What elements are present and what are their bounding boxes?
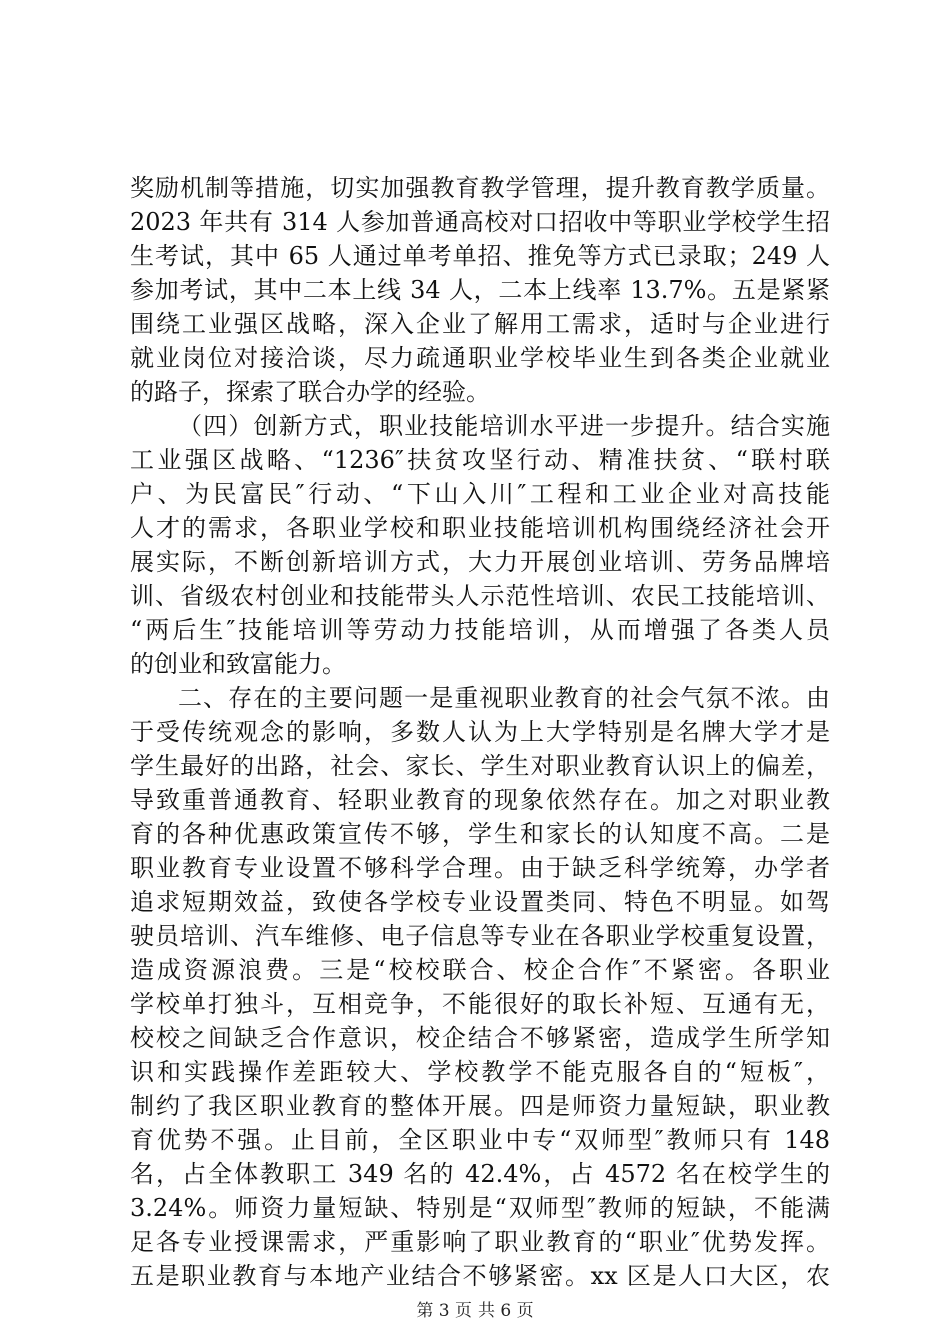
body-text-line: 于受传统观念的影响，多数人认为上大学特别是名牌大学才是 <box>130 718 830 746</box>
body-text-line: 制约了我区职业教育的整体开展。四是师资力量短缺，职业教 <box>130 1092 830 1120</box>
body-text-line: 奖励机制等措施，切实加强教育教学管理，提升教育教学质量。 <box>130 174 830 202</box>
body-text-line: 名，占全体教职工 349 名的 42.4%，占 4572 名在校学生的 <box>130 1160 830 1188</box>
body-text-line: 足各专业授课需求，严重影响了职业教育的“职业″优势发挥。 <box>130 1228 830 1256</box>
body-text-line: 训、省级农村创业和技能带头人示范性培训、农民工技能培训、 <box>130 582 830 610</box>
body-text-line: 的路子，探索了联合办学的经验。 <box>130 378 490 406</box>
body-text-line: 驶员培训、汽车维修、电子信息等专业在各职业学校重复设置， <box>130 922 830 950</box>
section-heading-line: （四）创新方式，职业技能培训水平进一步提升。结合实施 <box>178 412 830 440</box>
body-text-line: 3.24%。师资力量短缺、特别是“双师型″教师的短缺，不能满 <box>130 1194 830 1222</box>
body-text-line: 造成资源浪费。三是“校校联合、校企合作″不紧密。各职业 <box>130 956 830 984</box>
body-text-line: 展实际，不断创新培训方式，大力开展创业培训、劳务品牌培 <box>130 548 830 576</box>
body-text-line: 校校之间缺乏合作意识，校企结合不够紧密，造成学生所学知 <box>130 1024 830 1052</box>
body-text-line: “两后生″技能培训等劳动力技能培训，从而增强了各类人员 <box>130 616 830 644</box>
body-text-line: 导致重普通教育、轻职业教育的现象依然存在。加之对职业教 <box>130 786 830 814</box>
body-text-line: 识和实践操作差距较大、学校教学不能克服各自的“短板″， <box>130 1058 830 1086</box>
page-number: 第 3 页 <box>416 1301 472 1321</box>
body-text-line: 就业岗位对接洽谈，尽力疏通职业学校毕业生到各类企业就业 <box>130 344 830 372</box>
body-text-line: 学校单打独斗，互相竞争，不能很好的取长补短、互通有无， <box>130 990 830 1018</box>
body-text-line: 参加考试，其中二本上线 34 人，二本上线率 13.7%。五是紧紧 <box>130 276 830 304</box>
body-text-line: 的创业和致富能力。 <box>130 650 346 678</box>
body-text-line: 追求短期效益，致使各学校专业设置类同、特色不明显。如驾 <box>130 888 830 916</box>
body-text-line: 人才的需求，各职业学校和职业技能培训机构围绕经济社会开 <box>130 514 830 542</box>
body-text-line: 学生最好的出路，社会、家长、学生对职业教育认识上的偏差， <box>130 752 830 780</box>
section-heading-line: 二、存在的主要问题一是重视职业教育的社会气氛不浓。由 <box>178 684 830 712</box>
body-text-line: 育的各种优惠政策宣传不够，学生和家长的认知度不高。二是 <box>130 820 830 848</box>
body-text-line: 生考试，其中 65 人通过单考单招、推免等方式已录取；249 人 <box>130 242 830 270</box>
body-text-line: 围绕工业强区战略，深入企业了解用工需求，适时与企业进行 <box>130 310 830 338</box>
body-text-line: 职业教育专业设置不够科学合理。由于缺乏科学统筹，办学者 <box>130 854 830 882</box>
page-footer <box>0 1300 950 1322</box>
body-text-line: 五是职业教育与本地产业结合不够紧密。xx 区是人口大区，农 <box>130 1262 830 1290</box>
body-text-line: 工业强区战略、“1236″扶贫攻坚行动、精准扶贫、“联村联 <box>130 446 830 474</box>
page-total: 共 6 页 <box>478 1301 534 1321</box>
body-text-line: 育优势不强。止目前，全区职业中专“双师型″教师只有 148 <box>130 1126 830 1154</box>
body-text-line: 户、为民富民″行动、“下山入川″工程和工业企业对高技能 <box>130 480 830 508</box>
body-text-line: 2023 年共有 314 人参加普通高校对口招收中等职业学校学生招 <box>130 208 830 236</box>
